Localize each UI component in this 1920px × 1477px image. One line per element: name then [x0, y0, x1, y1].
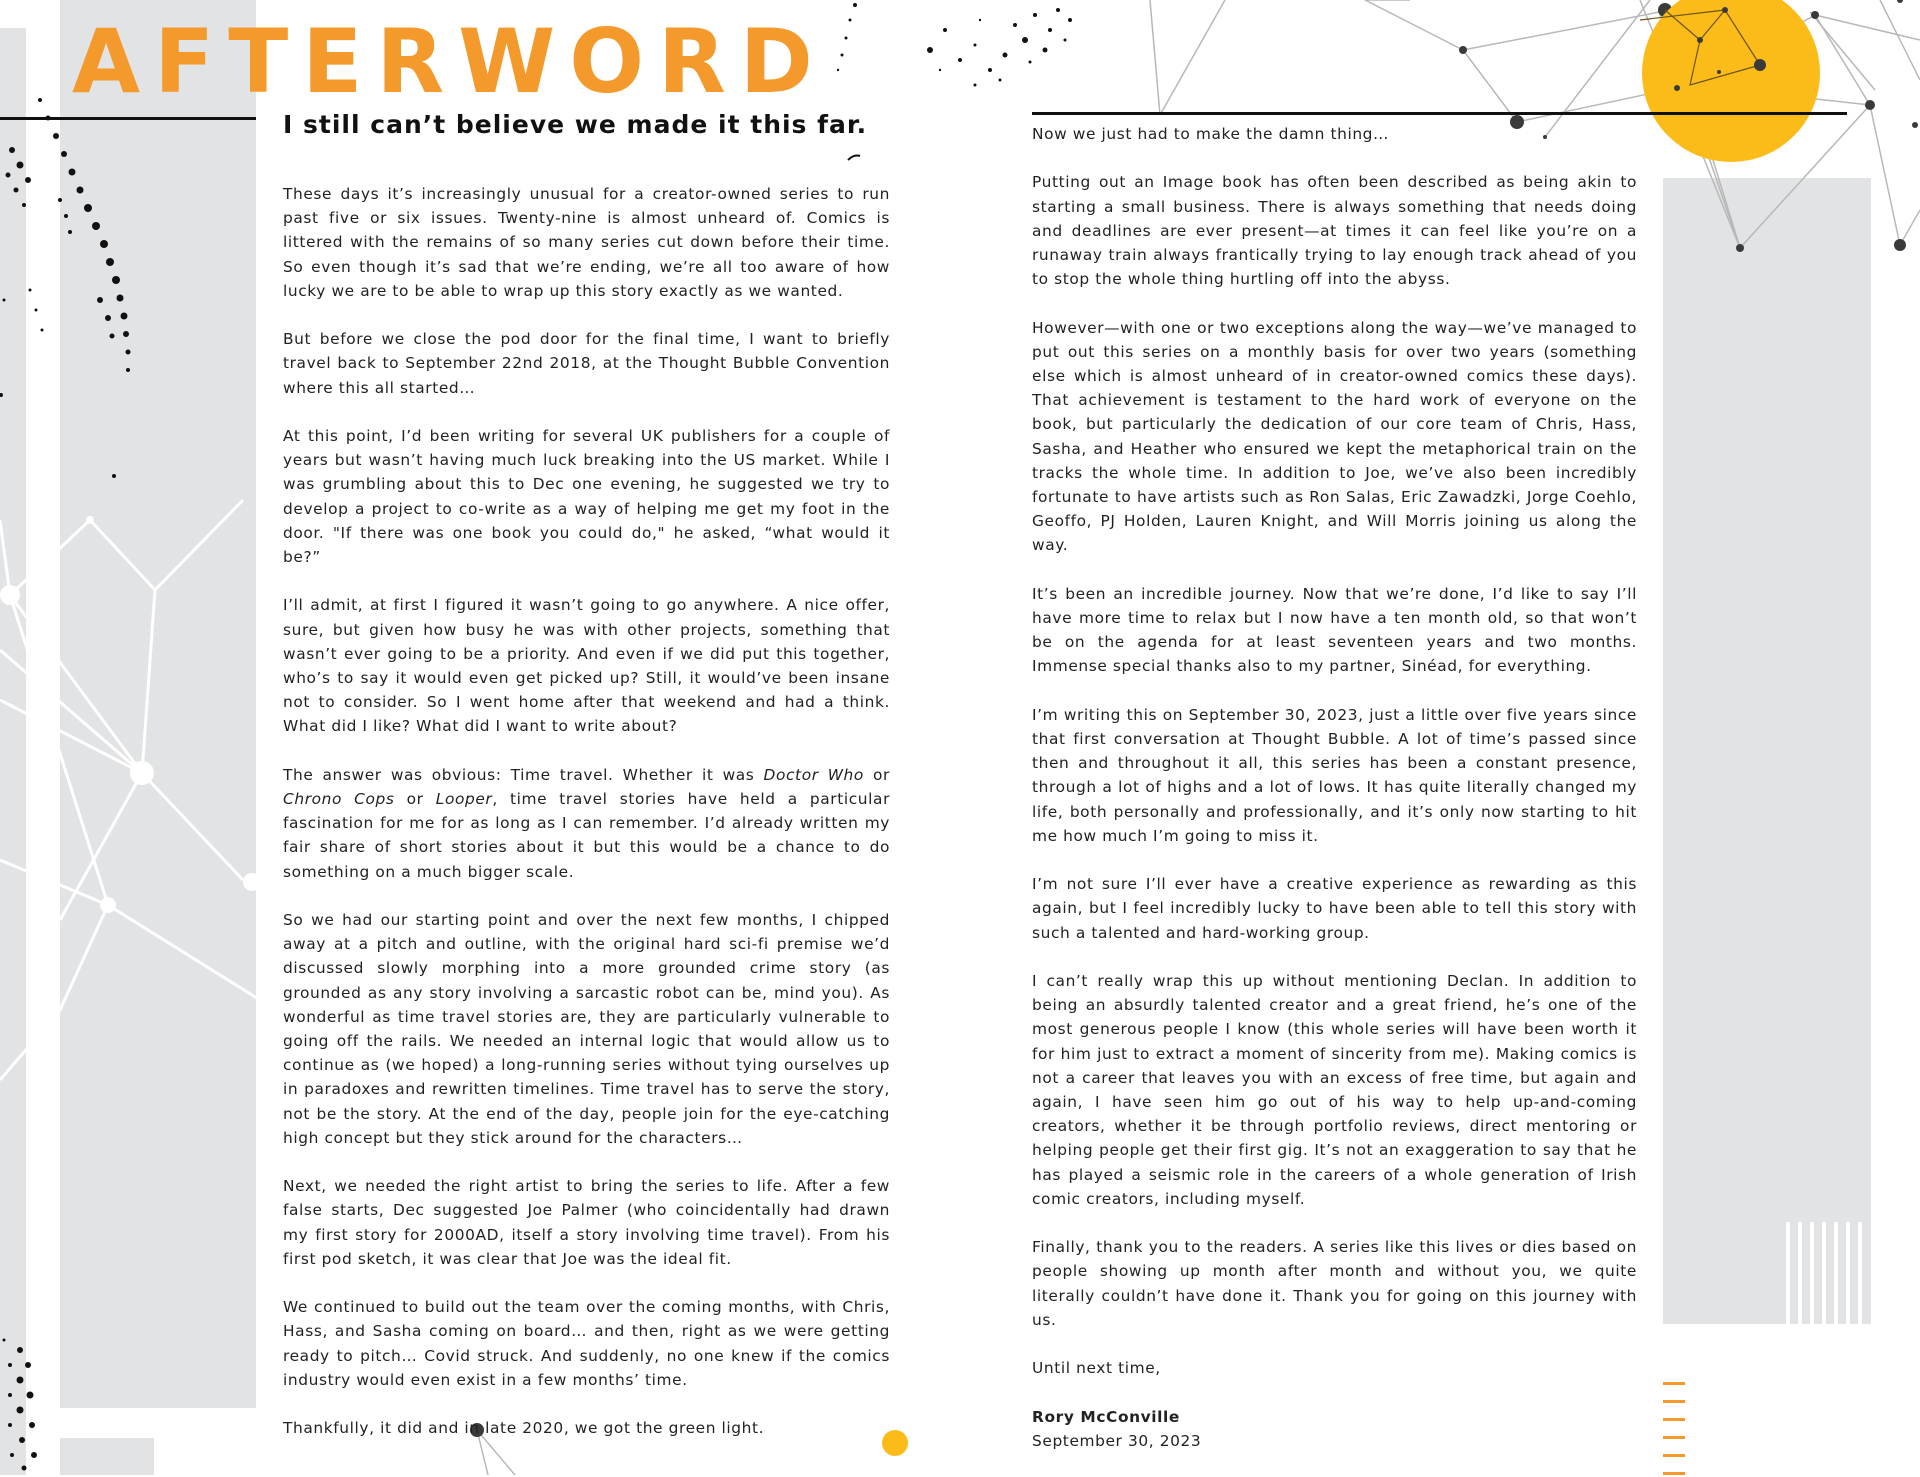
paragraph: It’s been an incredible journey. Now that we’re done, I’d like to say I’ll have more time to relax but I now have a ten month old, so that won’t be on the agenda for at least seventeen years and two months. Immense special thanks also to my partner, Sinéad, for everything. [1032, 584, 1637, 676]
author-name: Rory McConville [1032, 1407, 1180, 1426]
text-run: The answer was obvious: Time travel. Whether it was [283, 765, 764, 784]
paragraph: Next, we needed the right artist to bring the series to life. After a few false starts, Dec suggested Joe Palmer (who coincidentally had drawn my first story for 2000AD, itself a story involving time travel). From his first pod sketch, it was clear that Joe was the ideal fit. [283, 1177, 890, 1268]
paragraph: Now we just had to make the damn thing… [1032, 125, 1390, 143]
sign-off: Until next time, [1032, 1359, 1161, 1378]
paragraph: I’m writing this on September 30, 2023, just a little over five years since that first conversation at Thought Bubble. A lot of time’s passed since then and throughout it all, this series has been a constant presence, through a lot of highs and a lot of lows. It has quite literally changed my life, both personally and professionally, and it’s only now starting to hit me how much I’m going to miss it. [1032, 705, 1637, 845]
orange-dashes [1663, 1382, 1685, 1475]
paragraph: Putting out an Image book has often been described as being akin to starting a small business. There is always something that needs doing and deadlines are ever present—at times it can feel like you’re on a runaway train always frantically trying to lay enough track ahead of you to stop the whole thing hurtling off into the abyss. [1032, 173, 1637, 289]
signature [1032, 1405, 1637, 1453]
paragraph: But before we close the pod door for the final time, I want to briefly travel back to September 22nd 2018, at the Thought Bubble Convention where this all started… [283, 330, 890, 397]
text-run: , time travel stories have held a particular fascination for me for as long as I can remember. I’d already written my fair share of short stories about it but this would be a chance to do something on a much bigger scale. [283, 790, 890, 881]
paragraph: Thankfully, it did and in late 2020, we got the green light. [283, 1419, 765, 1438]
paragraph: I’ll admit, at first I figured it wasn’t going to go anywhere. A nice offer, sure, but given how busy he was with other projects, something that wasn’t ever going to be a priority. And even if we did put this together, who’s to say it would even get picked up? Still, it would’ve been insane not to consider. So I went home after that weekend and had a think. What did I like? What did I want to write about? [283, 596, 890, 736]
ink-splatter-top [837, 3, 1072, 87]
paragraph: I can’t really wrap this up without mentioning Declan. In addition to being an absurdly talented creator and a great friend, he’s one of the most generous people I know (this whole series will have been worth it for him just to extract a moment of sincerity from me). Making comics is not a career that leaves you with an excess of free time, but again and again, I have seen him go out of his way to help up-and-coming creators, whether it be through portfolio reviews, direct mentoring or helping people get their first gig. It’s not an exaggeration to say that he has played a seismic role in the careers of a whole generation of Irish comic creators, including myself. [1032, 972, 1637, 1208]
halftone-dots-top-left [0, 98, 131, 478]
heading-rule-left [0, 117, 256, 120]
signature-date: September 30, 2023 [1032, 1431, 1202, 1450]
title-looper: Looper [435, 790, 493, 809]
title-chrono-cops: Chrono Cops [283, 790, 395, 809]
left-text-column [283, 182, 890, 1465]
paragraph: At this point, I’d been writing for several UK publishers for a couple of years but wasn’t having much luck breaking into the US market. While I was grumbling about this to Dec one evening, he suggested we try to develop a project to co-write as a way of helping me get my foot in the door. "If there was one book you could do," he asked, “what would it be?” [283, 427, 890, 567]
paragraph: So we had our starting point and over the next few months, I chipped away at a pitch and outline, with the original hard sci-fi premise we’d discussed slowly morphing into a more grounded crime story (as grounded as any story involving a sarcastic robot can be, mind you). As wonderful as time travel stories are, they are particularly vulnerable to going off the rails. We needed an internal logic that would allow us to continue as (we hoped) a long-running series without tying ourselves up in paradoxes and rewritten timelines. Time travel has to serve the story, not be the story. At the end of the day, people join for the eye-catching high concept but they stick around for the characters… [283, 911, 890, 1147]
text-run: or [863, 765, 890, 784]
paragraph: However—with one or two exceptions along the way—we’ve managed to put out this series on a monthly basis for over two years (something else which is almost unheard of in creator-owned comics these days). That achievement is testament to the hard work of everyone on the book, but particularly the dedication of our core team of Chris, Hass, Sasha, and Heather who ensured we kept the metaphorical train on the tracks the whole time. In addition to Joe, we’ve also been incredibly fortunate to have artists such as Ron Salas, Eric Zawadzki, Jorge Coehlo, Geoffo, PJ Holden, Lauren Knight, and Will Morris joining us along the way. [1032, 318, 1637, 555]
paragraph: We continued to build out the team over the coming months, with Chris, Hass, and Sasha coming on board… and then, right as we were getting ready to pitch… Covid struck. And suddenly, no one knew if the comics industry would even exist in a few months’ time. [283, 1298, 890, 1389]
yellow-circle [1642, 0, 1820, 162]
ink-mark [848, 156, 860, 161]
text-run: or [394, 790, 436, 809]
right-text-column [1032, 122, 1637, 1477]
page-subtitle: I still can’t believe we made it this far. [283, 110, 868, 139]
page-title: AFTERWORD [72, 10, 827, 113]
title-doctor-who: Doctor Who [763, 765, 864, 784]
heading-rule-right [1032, 112, 1847, 115]
paragraph: These days it’s increasingly unusual for a creator-owned series to run past five or six issues. Twenty-nine is almost unheard of. Comics is littered with the remains of so many series cut down before their time. So even though it’s sad that we’re ending, we’re all too aware of how lucky we are to be able to wrap up this story exactly as we wanted. [283, 185, 890, 300]
paragraph: I’m not sure I’ll ever have a creative experience as rewarding as this again, but I feel incredibly lucky to have been able to tell this story with such a talented and hard-working group. [1032, 875, 1637, 942]
white-stripes [1786, 1222, 1862, 1324]
paragraph: Finally, thank you to the readers. A series like this lives or dies based on people showing up month after month and without you, we quite literally couldn’t have done it. Thank you for going on this journey with us. [1032, 1238, 1637, 1329]
paragraph [283, 763, 890, 884]
